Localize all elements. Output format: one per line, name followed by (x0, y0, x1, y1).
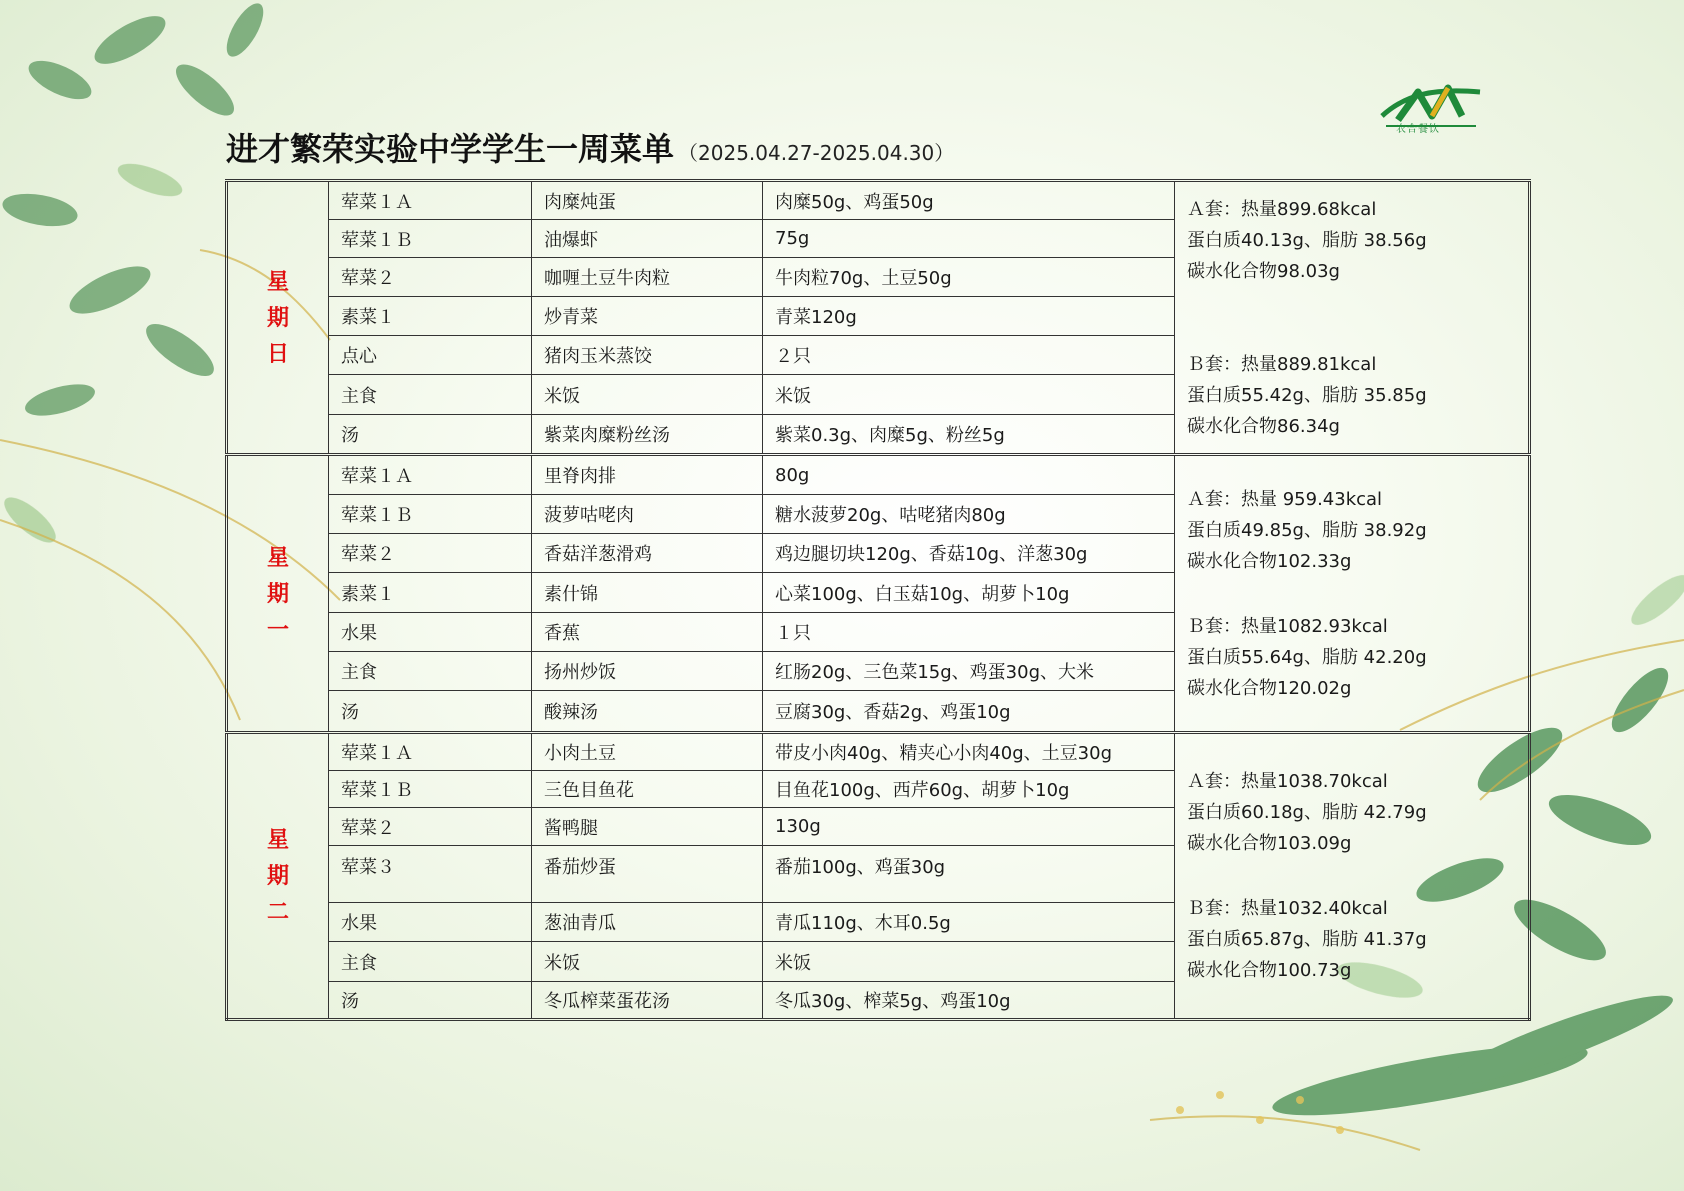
ingredients-cell: 番茄100g、鸡蛋30g (763, 846, 1175, 903)
category-cell: 荤菜１Ａ (329, 733, 532, 771)
dish-cell: 肉糜炖蛋 (532, 181, 763, 220)
ingredients-cell: 红肠20g、三色菜15g、鸡蛋30g、大米 (763, 652, 1175, 691)
dish-cell: 葱油青瓜 (532, 903, 763, 942)
ingredients-cell: 米饭 (763, 375, 1175, 415)
category-cell: 荤菜１Ｂ (329, 771, 532, 808)
page-title (226, 124, 954, 170)
category-cell: 荤菜３ (329, 846, 532, 903)
dish-cell: 扬州炒饭 (532, 652, 763, 691)
menu-row (227, 733, 1530, 771)
dish-cell: 三色目鱼花 (532, 771, 763, 808)
menu-row (227, 181, 1530, 220)
dish-cell: 素什锦 (532, 573, 763, 613)
dish-cell: 菠萝咕咾肉 (532, 495, 763, 534)
nutrition-cell (1175, 181, 1530, 455)
ingredients-cell: 目鱼花100g、西芹60g、胡萝卜10g (763, 771, 1175, 808)
dish-cell: 酱鸭腿 (532, 808, 763, 846)
ingredients-cell: 冬瓜30g、榨菜5g、鸡蛋10g (763, 982, 1175, 1020)
dish-cell: 酸辣汤 (532, 691, 763, 733)
dish-cell: 米饭 (532, 942, 763, 982)
title-date-range: （2025.04.27-2025.04.30） (678, 141, 955, 165)
ingredients-cell: 肉糜50g、鸡蛋50g (763, 181, 1175, 220)
category-cell: 点心 (329, 336, 532, 375)
ingredients-cell: 75g (763, 220, 1175, 258)
category-cell: 汤 (329, 415, 532, 455)
dish-cell: 咖喱土豆牛肉粒 (532, 258, 763, 297)
category-cell: 荤菜２ (329, 534, 532, 573)
dish-cell: 香蕉 (532, 613, 763, 652)
category-cell: 主食 (329, 652, 532, 691)
category-cell: 荤菜１Ｂ (329, 495, 532, 534)
logo-text: 农合餐饮 (1396, 124, 1440, 135)
ingredients-cell: 紫菜0.3g、肉糜5g、粉丝5g (763, 415, 1175, 455)
category-cell: 主食 (329, 375, 532, 415)
menu-row (227, 455, 1530, 495)
title-main: 进才繁荣实验中学学生一周菜单 (226, 130, 675, 168)
category-cell: 水果 (329, 613, 532, 652)
day-label: 星 期 日 (227, 181, 329, 455)
nutrition-set-b: Ｂ套：热量889.81kcal 蛋白质55.42g、脂肪 35.85g 碳水化合物86.34g (1187, 353, 1427, 437)
category-cell: 汤 (329, 982, 532, 1020)
category-cell: 荤菜１Ａ (329, 181, 532, 220)
dish-cell: 米饭 (532, 375, 763, 415)
dish-cell: 番茄炒蛋 (532, 846, 763, 903)
day-label: 星 期 二 (227, 733, 329, 1020)
category-cell: 主食 (329, 942, 532, 982)
nutrition-set-b: Ｂ套：热量1032.40kcal 蛋白质65.87g、脂肪 41.37g 碳水化合物100.73g (1187, 898, 1427, 981)
dish-cell: 炒青菜 (532, 297, 763, 336)
ingredients-cell: 糖水菠萝20g、咕咾猪肉80g (763, 495, 1175, 534)
nutrition-cell (1175, 733, 1530, 1020)
ingredients-cell: 米饭 (763, 942, 1175, 982)
category-cell: 荤菜２ (329, 258, 532, 297)
ingredients-cell: ２只 (763, 336, 1175, 375)
dish-cell: 油爆虾 (532, 220, 763, 258)
category-cell: 素菜１ (329, 573, 532, 613)
ingredients-cell: １只 (763, 613, 1175, 652)
ingredients-cell: 牛肉粒70g、土豆50g (763, 258, 1175, 297)
category-cell: 素菜１ (329, 297, 532, 336)
ingredients-cell: 80g (763, 455, 1175, 495)
dish-cell: 紫菜肉糜粉丝汤 (532, 415, 763, 455)
ingredients-cell: 青菜120g (763, 297, 1175, 336)
ingredients-cell: 带皮小肉40g、精夹心小肉40g、土豆30g (763, 733, 1175, 771)
nutrition-set-a: Ａ套：热量 959.43kcal 蛋白质49.85g、脂肪 38.92g 碳水化合物102.33g (1187, 488, 1427, 572)
category-cell: 荤菜１Ｂ (329, 220, 532, 258)
dish-cell: 小肉土豆 (532, 733, 763, 771)
category-cell: 荤菜１Ａ (329, 455, 532, 495)
ingredients-cell: 鸡边腿切块120g、香菇10g、洋葱30g (763, 534, 1175, 573)
category-cell: 荤菜２ (329, 808, 532, 846)
category-cell: 汤 (329, 691, 532, 733)
dish-cell: 香菇洋葱滑鸡 (532, 534, 763, 573)
weekly-menu-table (225, 179, 1531, 1021)
ingredients-cell: 豆腐30g、香菇2g、鸡蛋10g (763, 691, 1175, 733)
day-label: 星 期 一 (227, 455, 329, 733)
nutrition-cell (1175, 455, 1530, 733)
dish-cell: 里脊肉排 (532, 455, 763, 495)
ingredients-cell: 心菜100g、白玉菇10g、胡萝卜10g (763, 573, 1175, 613)
dish-cell: 猪肉玉米蒸饺 (532, 336, 763, 375)
category-cell: 水果 (329, 903, 532, 942)
nutrition-set-a: Ａ套：热量899.68kcal 蛋白质40.13g、脂肪 38.56g 碳水化合物98.03g (1187, 198, 1427, 282)
nutrition-set-b: Ｂ套：热量1082.93kcal 蛋白质55.64g、脂肪 42.20g 碳水化合物120.02g (1187, 615, 1427, 699)
nutrition-set-a: Ａ套：热量1038.70kcal 蛋白质60.18g、脂肪 42.79g 碳水化合物103.09g (1187, 771, 1427, 854)
ingredients-cell: 130g (763, 808, 1175, 846)
ingredients-cell: 青瓜110g、木耳0.5g (763, 903, 1175, 942)
dish-cell: 冬瓜榨菜蛋花汤 (532, 982, 763, 1020)
